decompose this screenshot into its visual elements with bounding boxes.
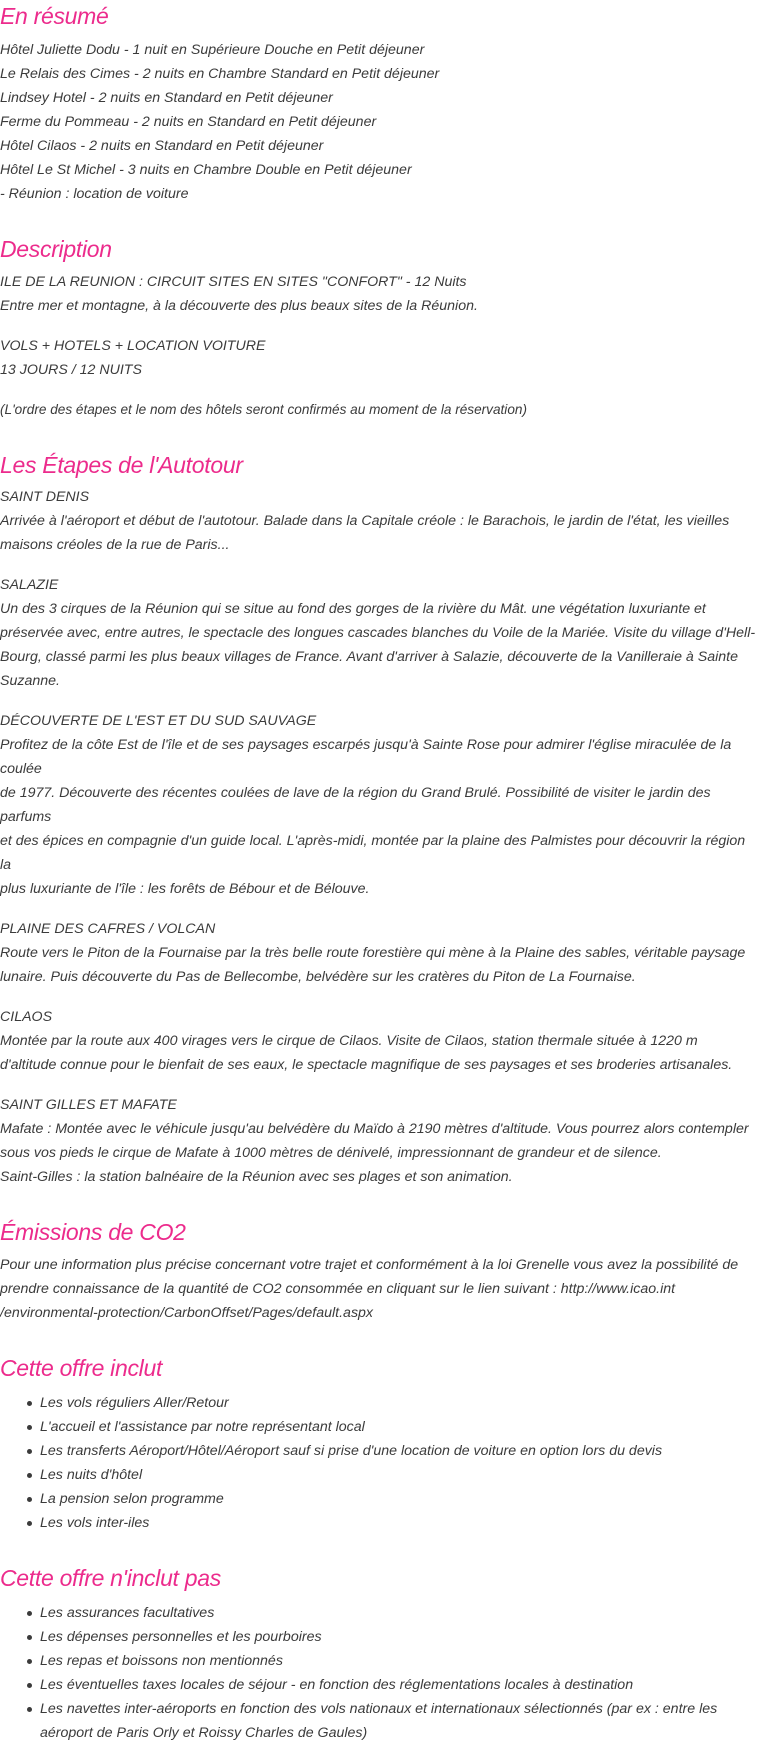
- list-item-line: aéroport de Paris Orly et Roissy Charles de Gaules): [40, 1725, 368, 1741]
- resume-line: Hôtel Juliette Dodu - 1 nuit en Supérieure Douche en Petit déjeuner: [0, 42, 425, 58]
- list-item: Les éventuelles taxes locales de séjour - en fonction des réglementations locales à destination: [40, 1673, 758, 1697]
- etape-text: sous vos pieds le cirque de Mafate à 1000 mètres de dénivelé, impressionnant de grandeur et de silence.: [0, 1145, 662, 1161]
- etape-block: [0, 485, 758, 557]
- etape-block: [0, 917, 758, 989]
- etape-text: plus luxuriante de l'île : les forêts de Bébour et de Bélouve.: [0, 881, 370, 897]
- resume-line: Hôtel Cilaos - 2 nuits en Standard en Petit déjeuner: [0, 138, 324, 154]
- etape-text: Arrivée à l'aéroport et début de l'autotour. Balade dans la Capitale créole : le Barachois, le jardin de l'état, les vieilles: [0, 513, 730, 529]
- list-item: Les vols réguliers Aller/Retour: [40, 1391, 758, 1415]
- resume-line: - Réunion : location de voiture: [0, 186, 189, 202]
- resume-list: [0, 38, 758, 206]
- etape-heading: SAINT GILLES ET MAFATE: [0, 1097, 177, 1113]
- resume-line: Ferme du Pommeau - 2 nuits en Standard en Petit déjeuner: [0, 114, 377, 130]
- etape-block: [0, 573, 758, 693]
- etape-text: Bourg, classé parmi les plus beaux villages de France. Avant d'arriver à Salazie, découverte de la Vanilleraie à Sainte: [0, 649, 738, 665]
- etape-text: Suzanne.: [0, 673, 60, 689]
- resume-line: Le Relais des Cimes - 2 nuits en Chambre Standard en Petit déjeuner: [0, 66, 440, 82]
- list-item: La pension selon programme: [40, 1487, 758, 1511]
- section-title-inclut: Cette offre inclut: [0, 1355, 163, 1381]
- etape-text: maisons créoles de la rue de Paris...: [0, 537, 230, 553]
- etape-text: Profitez de la côte Est de l'île et de ses paysages escarpés jusqu'à Sainte Rose pour admirer l'église miraculée de la coulée: [0, 737, 732, 777]
- section-title-resume: En résumé: [0, 3, 109, 29]
- etape-text: Route vers le Piton de la Fournaise par la très belle route forestière qui mène à la Plaine des sables, véritable paysage: [0, 945, 746, 961]
- section-description: [0, 234, 758, 422]
- section-inclut: [0, 1353, 758, 1535]
- etape-text: Saint-Gilles : la station balnéaire de la Réunion avec ses plages et son animation.: [0, 1169, 513, 1185]
- list-item: Les vols inter-iles: [40, 1511, 758, 1535]
- description-text: VOLS + HOTELS + LOCATION VOITURE: [0, 338, 266, 354]
- etape-block: [0, 1093, 758, 1189]
- section-title-co2: Émissions de CO2: [0, 1219, 186, 1245]
- etape-block: [0, 709, 758, 901]
- etape-text: lunaire. Puis découverte du Pas de Bellecombe, belvédère sur les cratères du Piton de La Fournaise.: [0, 969, 636, 985]
- list-item: Les nuits d'hôtel: [40, 1463, 758, 1487]
- description-text: Entre mer et montagne, à la découverte des plus beaux sites de la Réunion.: [0, 298, 478, 314]
- description-text: 13 JOURS / 12 NUITS: [0, 362, 142, 378]
- etape-text: et des épices en compagnie d'un guide local. L'après-midi, montée par la plaine des Palmistes pour découvrir la région la: [0, 833, 746, 873]
- etape-text: préservée avec, entre autres, le spectacle des longues cascades blanches du Voile de la Mariée. Visite du village d'Hell-: [0, 625, 756, 641]
- co2-text: Pour une information plus précise concernant votre trajet et conformément à la loi Grenelle vous avez la possibilité de: [0, 1257, 739, 1273]
- resume-line: Lindsey Hotel - 2 nuits en Standard en Petit déjeuner: [0, 90, 333, 106]
- etape-heading: DÉCOUVERTE DE L'EST ET DU SUD SAUVAGE: [0, 713, 317, 729]
- list-item: Les dépenses personnelles et les pourboires: [40, 1625, 758, 1649]
- etape-heading: SAINT DENIS: [0, 489, 90, 505]
- list-item: Les transferts Aéroport/Hôtel/Aéroport sauf si prise d'une location de voiture en option lors du devis: [40, 1439, 758, 1463]
- section-etapes: [0, 450, 758, 1189]
- list-item-line: Les navettes inter-aéroports en fonction des vols nationaux et internationaux sélectionnés (par ex : entre les: [40, 1701, 718, 1717]
- description-text: ILE DE LA REUNION : CIRCUIT SITES EN SITES "CONFORT" - 12 Nuits: [0, 274, 467, 290]
- section-title-description: Description: [0, 236, 112, 262]
- inclut-list: [0, 1391, 758, 1535]
- list-item: L'accueil et l'assistance par notre représentant local: [40, 1415, 758, 1439]
- section-co2: [0, 1217, 758, 1325]
- etape-block: [0, 1005, 758, 1077]
- list-item: Les assurances facultatives: [40, 1601, 758, 1625]
- etape-text: Mafate : Montée avec le véhicule jusqu'au belvédère du Maïdo à 2190 mètres d'altitude. Vous pourrez alors contempler: [0, 1121, 749, 1137]
- co2-text: /environmental-protection/CarbonOffset/Pages/default.aspx: [0, 1305, 374, 1321]
- etape-text: Montée par la route aux 400 virages vers le cirque de Cilaos. Visite de Cilaos, station thermale située à 1220 m: [0, 1033, 698, 1049]
- etape-heading: CILAOS: [0, 1009, 53, 1025]
- etape-heading: PLAINE DES CAFRES / VOLCAN: [0, 921, 216, 937]
- exclut-list: [0, 1601, 758, 1745]
- co2-text: prendre connaissance de la quantité de CO2 consommée en cliquant sur le lien suivant : http://www.icao.int: [0, 1281, 676, 1297]
- list-item: [40, 1697, 758, 1745]
- section-title-exclut: Cette offre n'inclut pas: [0, 1565, 221, 1591]
- section-title-etapes: Les Étapes de l'Autotour: [0, 452, 243, 478]
- etape-text: d'altitude connue pour le bienfait de ses eaux, le spectacle magnifique de ses paysages et ses broderies artisanales.: [0, 1057, 733, 1073]
- resume-line: Hôtel Le St Michel - 3 nuits en Chambre Double en Petit déjeuner: [0, 162, 412, 178]
- section-resume: [0, 0, 758, 206]
- etape-text: de 1977. Découverte des récentes coulées de lave de la région du Grand Brulé. Possibilité de visiter le jardin des parfums: [0, 785, 711, 825]
- list-item: Les repas et boissons non mentionnés: [40, 1649, 758, 1673]
- etape-heading: SALAZIE: [0, 577, 59, 593]
- description-note: (L'ordre des étapes et le nom des hôtels seront confirmés au moment de la réservation): [0, 402, 527, 417]
- etape-text: Un des 3 cirques de la Réunion qui se situe au fond des gorges de la rivière du Mât. une végétation luxuriante et: [0, 601, 706, 617]
